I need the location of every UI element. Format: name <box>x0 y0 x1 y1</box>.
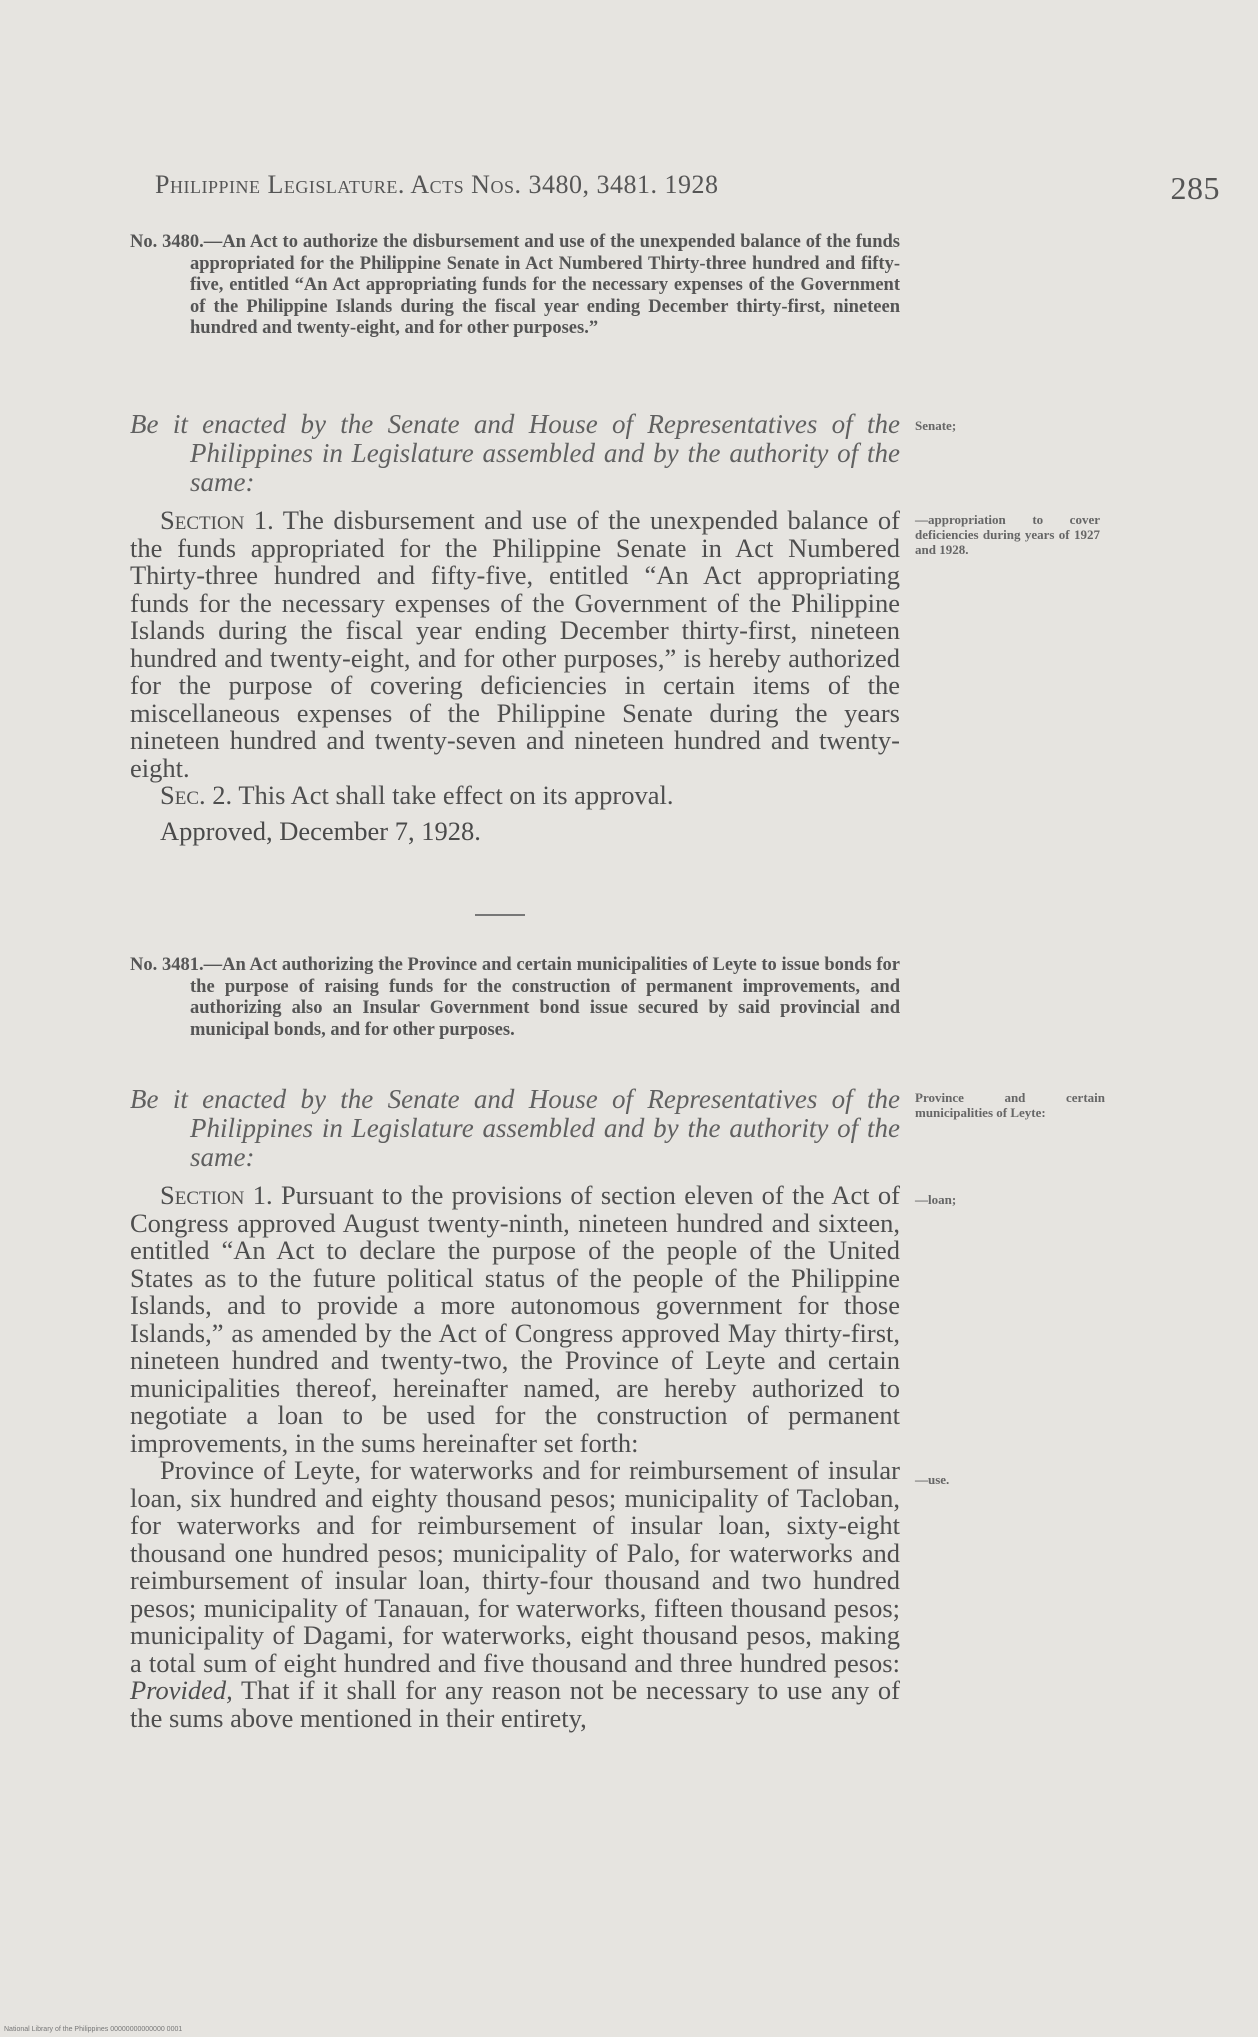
act-3481-enacting-clause: Be it enacted by the Senate and House of Representatives of the Philippines in Legislature assembled and by the authority of the same: <box>130 1084 900 1172</box>
act-3480-approved: Approved, December 7, 1928. <box>160 815 481 846</box>
page-number: 285 <box>1170 170 1220 206</box>
act-3480-enacting-block <box>130 410 900 497</box>
archive-footer: National Library of the Philippines 00000000000000 0001 <box>4 2026 183 2033</box>
act-3480-enacting-clause: Be it enacted by the Senate and House of Representatives of the Philippines in Legislature assembled and by the authority of the same: <box>130 409 900 497</box>
act-3481-provided-text: That if it shall for any reason not be necessary to use any of the sums above mentioned in their entirety, <box>130 1675 900 1733</box>
act-3481-enacting-block <box>130 1085 900 1172</box>
act-3480-section-2-text: This Act shall take effect on its approval. <box>238 780 674 810</box>
margin-note-appropriation: —appropriation to cover deficiencies during years of 1927 and 1928. <box>915 512 1100 557</box>
act-3481-section-1-text: Pursuant to the provisions of section eleven of the Act of Congress approved August twenty-ninth, nineteen hundred and sixteen, entitled “An Act to declare the purpose of the people of the United States as to the future political status of the people of the Philippine Islands, and to provide a more autonomous government for those Islands,” as amended by the Act of Congress approved May thirty-first, nineteen hundred and twenty-two, the Province of Leyte and certain municipalities thereof, hereinafter named, are hereby authorized to negotiate a loan to be used for the construction of permanent improvements, in the sums hereinafter set forth: <box>130 1180 900 1458</box>
act-3480-section-1 <box>130 507 900 810</box>
margin-note-use: —use. <box>915 1472 950 1487</box>
running-header <box>155 170 1220 206</box>
act-3481-para-2-text: Province of Leyte, for waterworks and for reimbursement of insular loan, six hundred and eighty thousand pesos; municipality of Tacloban, for waterworks and for reimbursement of insular loan, sixty-eight thousand one hundred pesos; municipality of Palo, for waterworks and reimbursement of insular loan, thirty-four thousand and two hundred pesos; municipality of Tanauan, for waterworks, fifteen thousand pesos; municipality of Dagami, for waterworks, eight thousand pesos, making a total sum of eight hundred and five thousand and three hundred pesos: <box>130 1455 900 1678</box>
act-3481-title: No. 3481.—An Act authorizing the Province and certain municipalities of Leyte to issue bonds for the purpose of raising funds for the construction of permanent improvements, and authorizing also an Insular Government bond issue secured by said provincial and municipal bonds, and for other purposes. <box>130 955 900 1040</box>
act-3481-section-1-label: Section 1. <box>160 1180 273 1210</box>
header-title: Philippine Legislature. Acts Nos. 3480, 3481. 1928 <box>155 170 719 199</box>
act-3480-section-1-text: The disbursement and use of the unexpended balance of the funds appropriated for the Philippine Senate in Act Numbered Thirty-three hundred and fifty-five, entitled “An Act appropriating funds for the necessary expenses of the Government of the Philippine Islands during the fiscal year ending December thirty-first, nineteen hundred and twenty-eight, and for other purposes,” is hereby authorized for the purpose of covering deficiencies in certain items of the miscellaneous expenses of the Philippine Senate during the years nineteen hundred and twenty-seven and nineteen hundred and twenty-eight. <box>130 505 900 783</box>
act-3481-title-block <box>130 955 900 1041</box>
act-3480-title: No. 3480.—An Act to authorize the disbursement and use of the unexpended balance of the funds appropriated for the Philippine Senate in Act Numbered Thirty-three hundred and fifty-five, entitled “An Act appropriating funds for the necessary expenses of the Government of the Philippine Islands during the fiscal year ending December thirty-first, nineteen hundred and twenty-eight, and for other purposes.” <box>130 232 900 338</box>
act-3481-provided-label: Provided, <box>130 1675 233 1705</box>
act-3480-section-1-label: Section 1. <box>160 505 274 535</box>
act-3480-body <box>130 507 900 846</box>
margin-note-loan: —loan; <box>915 1192 957 1207</box>
act-3481-paragraphs <box>130 1182 900 1732</box>
act-divider <box>475 914 525 916</box>
act-3481-body <box>130 1182 900 1732</box>
act-3480-section-2-label: Sec. 2. <box>160 780 233 810</box>
margin-note-province: Province and certain municipalities of Leyte: <box>915 1090 1105 1120</box>
margin-note-senate: Senate; <box>915 418 957 433</box>
act-3480-title-block <box>130 232 900 340</box>
